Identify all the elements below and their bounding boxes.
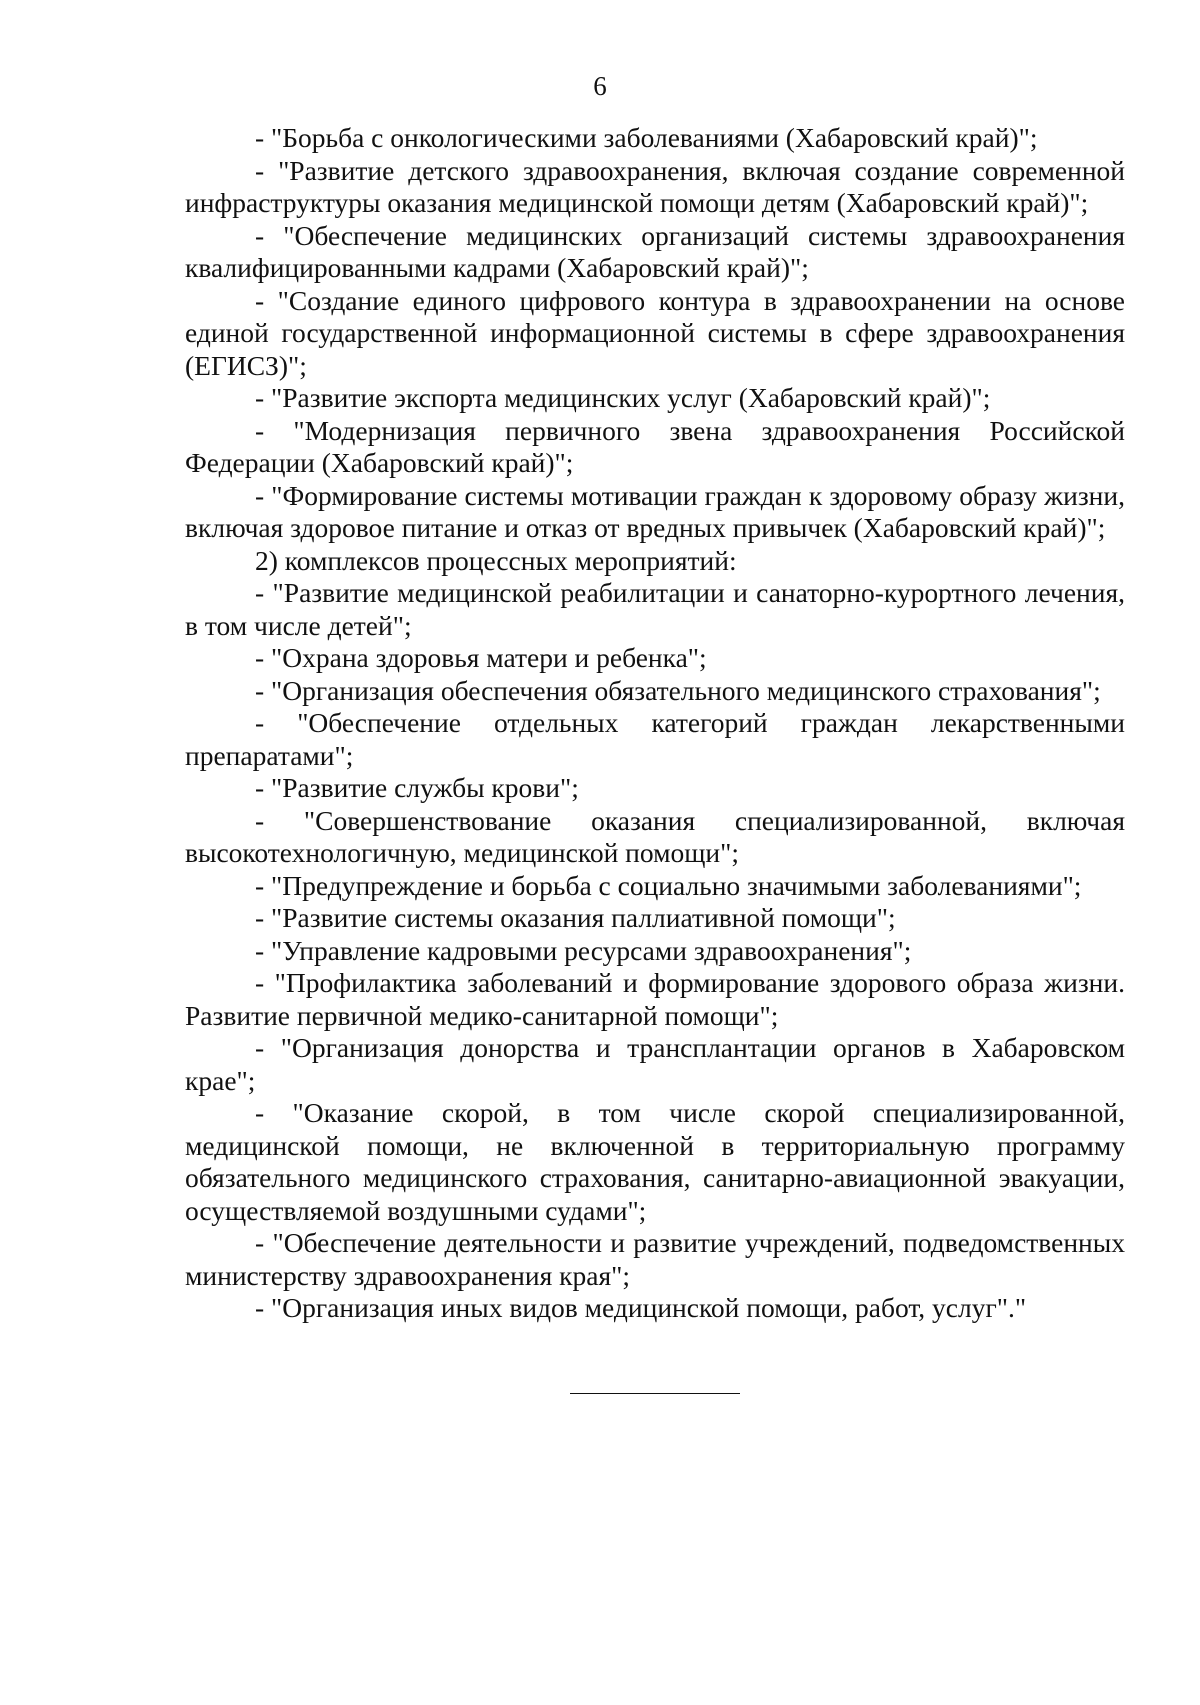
list-item: - "Организация донорства и трансплантации органов в Хабаровском крае"; <box>185 1032 1125 1096</box>
list-item: - "Развитие экспорта медицинских услуг (Хабаровский край)"; <box>255 382 991 413</box>
list-item: - "Управление кадровыми ресурсами здравоохранения"; <box>255 934 912 966</box>
list-item: - "Борьба с онкологическими заболеваниями (Хабаровский край)"; <box>255 122 1038 153</box>
list-item: - "Охрана здоровья матери и ребенка"; <box>255 642 707 673</box>
list-item: - "Формирование системы мотивации граждан к здоровому образу жизни, включая здоровое питание и отказ от вредных привычек (Хабаровский край)"; <box>185 479 1125 543</box>
end-divider <box>570 1393 740 1394</box>
list-item: - "Совершенствование оказания специализированной, включая высокотехнологичную, медицинской помощи"; <box>185 804 1125 868</box>
list-item: - "Развитие медицинской реабилитации и санаторно-курортного лечения, в том числе детей"; <box>185 577 1125 641</box>
list-item: - "Профилактика заболеваний и формирование здорового образа жизни. Развитие первичной медико-санитарной помощи"; <box>185 967 1125 1031</box>
list-item: - "Организация обеспечения обязательного медицинского страхования"; <box>255 674 1101 706</box>
list-item: - "Обеспечение отдельных категорий граждан лекарственными препаратами"; <box>185 707 1125 771</box>
page-number: 6 <box>593 71 607 101</box>
list-item: - "Обеспечение медицинских организаций системы здравоохранения квалифицированными кадрами (Хабаровский край)"; <box>185 219 1125 283</box>
list-item: - "Обеспечение деятельности и развитие учреждений, подведомственных министерству здравоохранения края"; <box>185 1227 1125 1291</box>
section-heading: 2) комплексов процессных мероприятий: <box>255 544 737 576</box>
document-body <box>185 122 1125 1325</box>
list-item: - "Развитие детского здравоохранения, включая создание современной инфраструктуры оказания медицинской помощи детям (Хабаровский край)"; <box>185 154 1125 218</box>
list-item: - "Развитие системы оказания паллиативной помощи"; <box>255 902 896 933</box>
list-item: - "Модернизация первичного звена здравоохранения Российской Федерации (Хабаровский край)"; <box>185 414 1125 478</box>
list-item: - "Оказание скорой, в том числе скорой специализированной, медицинской помощи, не включенной в территориальную программу обязательного медицинского страхования, санитарно-авиационной эвакуации, осуществляемой воздушными судами"; <box>185 1097 1125 1226</box>
list-item: - "Развитие службы крови"; <box>255 772 579 803</box>
list-item: - "Создание единого цифрового контура в здравоохранении на основе единой государственной информационной системы в сфере здравоохранения (ЕГИСЗ)"; <box>185 284 1125 381</box>
list-item: - "Предупреждение и борьба с социально значимыми заболеваниями"; <box>255 869 1082 901</box>
list-item: - "Организация иных видов медицинской помощи, работ, услуг"." <box>255 1292 1027 1323</box>
